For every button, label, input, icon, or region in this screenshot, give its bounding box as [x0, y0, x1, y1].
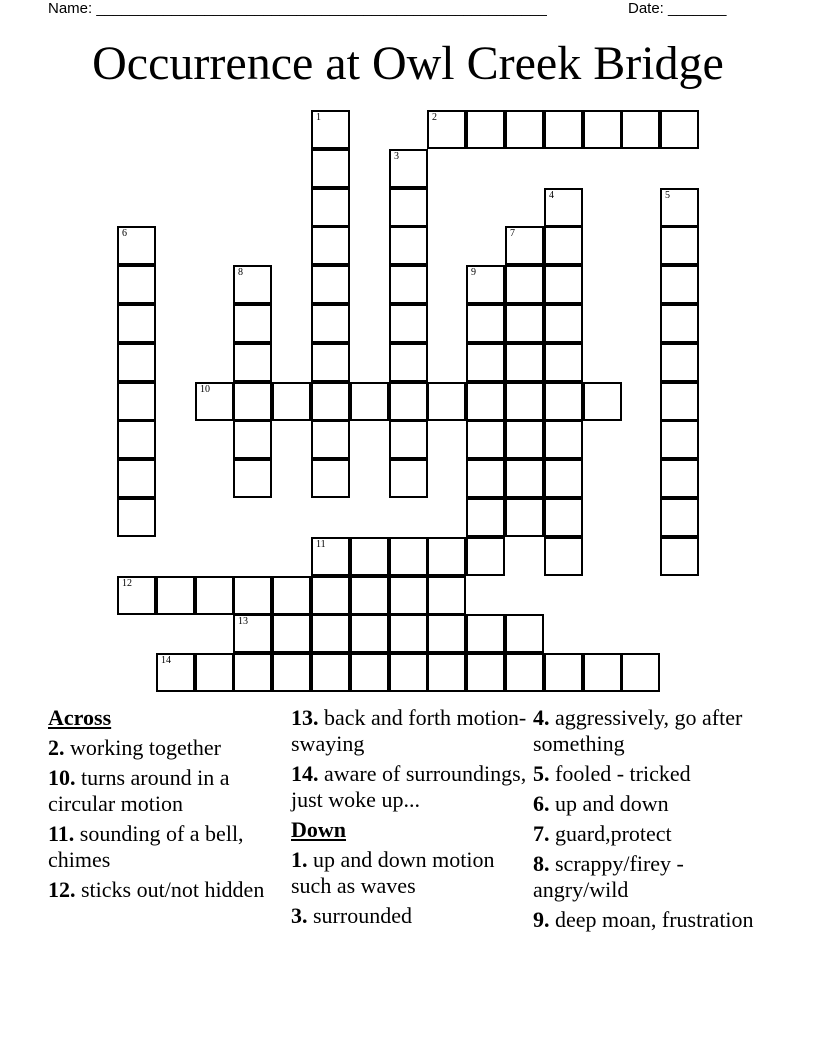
- grid-cell-r5-c14[interactable]: [660, 304, 699, 343]
- clue-number: 1: [316, 112, 321, 123]
- grid-cell-r0-c14[interactable]: [660, 110, 699, 149]
- grid-cell-r14-c6[interactable]: [350, 653, 389, 692]
- grid-cell-r6-c14[interactable]: [660, 343, 699, 382]
- grid-cell-r12-c7[interactable]: [389, 576, 428, 615]
- grid-cell-r4-c11[interactable]: [544, 265, 583, 304]
- grid-cell-r1-c7[interactable]: [389, 149, 428, 188]
- grid-cell-r3-c11[interactable]: [544, 226, 583, 265]
- clue-down-7: 7. guard,protect: [533, 821, 672, 846]
- clues-column-1: [48, 705, 283, 907]
- clue-number: 13: [238, 616, 248, 627]
- grid-cell-r7-c10[interactable]: [505, 382, 544, 421]
- grid-cell-r14-c5[interactable]: [311, 653, 350, 692]
- grid-cell-r7-c5[interactable]: [311, 382, 350, 421]
- grid-cell-r7-c9[interactable]: [466, 382, 505, 421]
- grid-cell-r8-c10[interactable]: [505, 420, 544, 459]
- puzzle-title: Occurrence at Owl Creek Bridge: [92, 37, 724, 90]
- grid-cell-r7-c6[interactable]: [350, 382, 389, 421]
- grid-cell-r6-c7[interactable]: [389, 343, 428, 382]
- grid-cell-r7-c2[interactable]: [195, 382, 234, 421]
- grid-cell-r5-c3[interactable]: [233, 304, 272, 343]
- clue-number: 3: [394, 151, 399, 162]
- clue-number: 11: [316, 539, 326, 550]
- grid-cell-r11-c8[interactable]: [427, 537, 466, 576]
- grid-cell-r8-c11[interactable]: [544, 420, 583, 459]
- grid-cell-r9-c5[interactable]: [311, 459, 350, 498]
- grid-cell-r9-c11[interactable]: [544, 459, 583, 498]
- grid-cell-r9-c0[interactable]: [117, 459, 156, 498]
- grid-cell-r12-c1[interactable]: [156, 576, 195, 615]
- grid-cell-r10-c0[interactable]: [117, 498, 156, 537]
- clue-down-6: 6. up and down: [533, 791, 669, 816]
- clue-number: 7: [510, 228, 515, 239]
- grid-cell-r13-c3[interactable]: [233, 614, 272, 653]
- grid-cell-r12-c5[interactable]: [311, 576, 350, 615]
- grid-cell-r13-c8[interactable]: [427, 614, 466, 653]
- clues-column-2: [291, 705, 529, 933]
- clue-across-2: 2. working together: [48, 735, 221, 760]
- grid-cell-r9-c7[interactable]: [389, 459, 428, 498]
- grid-cell-r12-c0[interactable]: [117, 576, 156, 615]
- clue-down-8: 8. scrappy/firey - angry/wild: [533, 851, 684, 902]
- grid-cell-r14-c8[interactable]: [427, 653, 466, 692]
- grid-cell-r5-c0[interactable]: [117, 304, 156, 343]
- grid-cell-r1-c5[interactable]: [311, 149, 350, 188]
- grid-cell-r0-c12[interactable]: [583, 110, 622, 149]
- clue-across-14: 14. aware of surroundings, just woke up...: [291, 761, 527, 812]
- clues-column-3: [533, 705, 763, 937]
- clue-across-11: 11. sounding of a bell, chimes: [48, 821, 244, 872]
- grid-cell-r7-c12[interactable]: [583, 382, 622, 421]
- grid-cell-r6-c10[interactable]: [505, 343, 544, 382]
- grid-cell-r8-c9[interactable]: [466, 420, 505, 459]
- grid-cell-r0-c8[interactable]: [427, 110, 466, 149]
- clue-number: 4: [549, 190, 554, 201]
- grid-cell-r0-c9[interactable]: [466, 110, 505, 149]
- grid-cell-r4-c0[interactable]: [117, 265, 156, 304]
- clue-down-4: 4. aggressively, go after something: [533, 705, 743, 756]
- grid-cell-r3-c0[interactable]: [117, 226, 156, 265]
- grid-cell-r8-c7[interactable]: [389, 420, 428, 459]
- grid-cell-r4-c5[interactable]: [311, 265, 350, 304]
- grid-cell-r8-c0[interactable]: [117, 420, 156, 459]
- grid-cell-r3-c5[interactable]: [311, 226, 350, 265]
- grid-cell-r0-c13[interactable]: [621, 110, 660, 149]
- grid-cell-r3-c14[interactable]: [660, 226, 699, 265]
- grid-cell-r5-c9[interactable]: [466, 304, 505, 343]
- grid-cell-r14-c4[interactable]: [272, 653, 311, 692]
- grid-cell-r12-c4[interactable]: [272, 576, 311, 615]
- grid-cell-r10-c14[interactable]: [660, 498, 699, 537]
- grid-cell-r13-c6[interactable]: [350, 614, 389, 653]
- grid-cell-r4-c9[interactable]: [466, 265, 505, 304]
- grid-cell-r7-c14[interactable]: [660, 382, 699, 421]
- grid-cell-r5-c5[interactable]: [311, 304, 350, 343]
- clue-number: 6: [122, 228, 127, 239]
- grid-cell-r9-c14[interactable]: [660, 459, 699, 498]
- grid-cell-r9-c9[interactable]: [466, 459, 505, 498]
- clue-number: 14: [161, 655, 171, 666]
- grid-cell-r6-c9[interactable]: [466, 343, 505, 382]
- grid-cell-r10-c10[interactable]: [505, 498, 544, 537]
- clue-across-10: 10. turns around in a circular motion: [48, 765, 230, 816]
- grid-cell-r5-c10[interactable]: [505, 304, 544, 343]
- grid-cell-r7-c8[interactable]: [427, 382, 466, 421]
- grid-cell-r10-c9[interactable]: [466, 498, 505, 537]
- grid-cell-r4-c14[interactable]: [660, 265, 699, 304]
- clue-down-5: 5. fooled - tricked: [533, 761, 691, 786]
- grid-cell-r4-c3[interactable]: [233, 265, 272, 304]
- name-line: Name: ______________________________________________________: [48, 0, 547, 17]
- grid-cell-r7-c0[interactable]: [117, 382, 156, 421]
- clue-down-9: 9. deep moan, frustration: [533, 907, 754, 932]
- grid-cell-r11-c7[interactable]: [389, 537, 428, 576]
- grid-cell-r14-c9[interactable]: [466, 653, 505, 692]
- grid-cell-r14-c11[interactable]: [544, 653, 583, 692]
- grid-cell-r12-c8[interactable]: [427, 576, 466, 615]
- grid-cell-r6-c5[interactable]: [311, 343, 350, 382]
- clue-number: 8: [238, 267, 243, 278]
- grid-cell-r8-c5[interactable]: [311, 420, 350, 459]
- grid-cell-r13-c4[interactable]: [272, 614, 311, 653]
- grid-cell-r3-c10[interactable]: [505, 226, 544, 265]
- grid-cell-r11-c6[interactable]: [350, 537, 389, 576]
- clue-across-12: 12. sticks out/not hidden: [48, 877, 265, 902]
- grid-cell-r13-c5[interactable]: [311, 614, 350, 653]
- grid-cell-r11-c9[interactable]: [466, 537, 505, 576]
- grid-cell-r0-c5[interactable]: [311, 110, 350, 149]
- grid-cell-r7-c4[interactable]: [272, 382, 311, 421]
- clue-number: 10: [200, 384, 210, 395]
- grid-cell-r2-c7[interactable]: [389, 188, 428, 227]
- grid-cell-r14-c12[interactable]: [583, 653, 622, 692]
- clue-down-3: 3. surrounded: [291, 903, 412, 928]
- down-heading: Down: [291, 817, 347, 842]
- grid-cell-r9-c3[interactable]: [233, 459, 272, 498]
- grid-cell-r8-c14[interactable]: [660, 420, 699, 459]
- grid-cell-r14-c13[interactable]: [621, 653, 660, 692]
- grid-cell-r11-c5[interactable]: [311, 537, 350, 576]
- grid-cell-r7-c7[interactable]: [389, 382, 428, 421]
- grid-cell-r11-c11[interactable]: [544, 537, 583, 576]
- grid-cell-r11-c14[interactable]: [660, 537, 699, 576]
- grid-cell-r14-c3[interactable]: [233, 653, 272, 692]
- grid-cell-r12-c3[interactable]: [233, 576, 272, 615]
- grid-cell-r14-c2[interactable]: [195, 653, 234, 692]
- grid-cell-r14-c1[interactable]: [156, 653, 195, 692]
- grid-cell-r13-c10[interactable]: [505, 614, 544, 653]
- grid-cell-r3-c7[interactable]: [389, 226, 428, 265]
- grid-cell-r0-c10[interactable]: [505, 110, 544, 149]
- grid-cell-r6-c0[interactable]: [117, 343, 156, 382]
- grid-cell-r8-c3[interactable]: [233, 420, 272, 459]
- grid-cell-r7-c3[interactable]: [233, 382, 272, 421]
- grid-cell-r4-c10[interactable]: [505, 265, 544, 304]
- grid-cell-r7-c11[interactable]: [544, 382, 583, 421]
- clue-number: 2: [432, 112, 437, 123]
- grid-cell-r6-c3[interactable]: [233, 343, 272, 382]
- grid-cell-r6-c11[interactable]: [544, 343, 583, 382]
- grid-cell-r13-c9[interactable]: [466, 614, 505, 653]
- across-heading: Across: [48, 705, 112, 730]
- grid-cell-r12-c6[interactable]: [350, 576, 389, 615]
- grid-cell-r5-c11[interactable]: [544, 304, 583, 343]
- grid-cell-r12-c2[interactable]: [195, 576, 234, 615]
- grid-cell-r2-c14[interactable]: [660, 188, 699, 227]
- grid-cell-r13-c7[interactable]: [389, 614, 428, 653]
- clue-number: 5: [665, 190, 670, 201]
- grid-cell-r9-c10[interactable]: [505, 459, 544, 498]
- date-line: Date: _______: [628, 0, 727, 17]
- grid-cell-r2-c5[interactable]: [311, 188, 350, 227]
- grid-cell-r14-c10[interactable]: [505, 653, 544, 692]
- clue-number: 12: [122, 578, 132, 589]
- grid-cell-r10-c11[interactable]: [544, 498, 583, 537]
- grid-cell-r2-c11[interactable]: [544, 188, 583, 227]
- clue-across-13: 13. back and forth motion- swaying: [291, 705, 527, 756]
- grid-cell-r0-c11[interactable]: [544, 110, 583, 149]
- grid-cell-r14-c7[interactable]: [389, 653, 428, 692]
- clue-down-1: 1. up and down motion such as waves: [291, 847, 495, 898]
- grid-cell-r4-c7[interactable]: [389, 265, 428, 304]
- grid-cell-r5-c7[interactable]: [389, 304, 428, 343]
- clue-number: 9: [471, 267, 476, 278]
